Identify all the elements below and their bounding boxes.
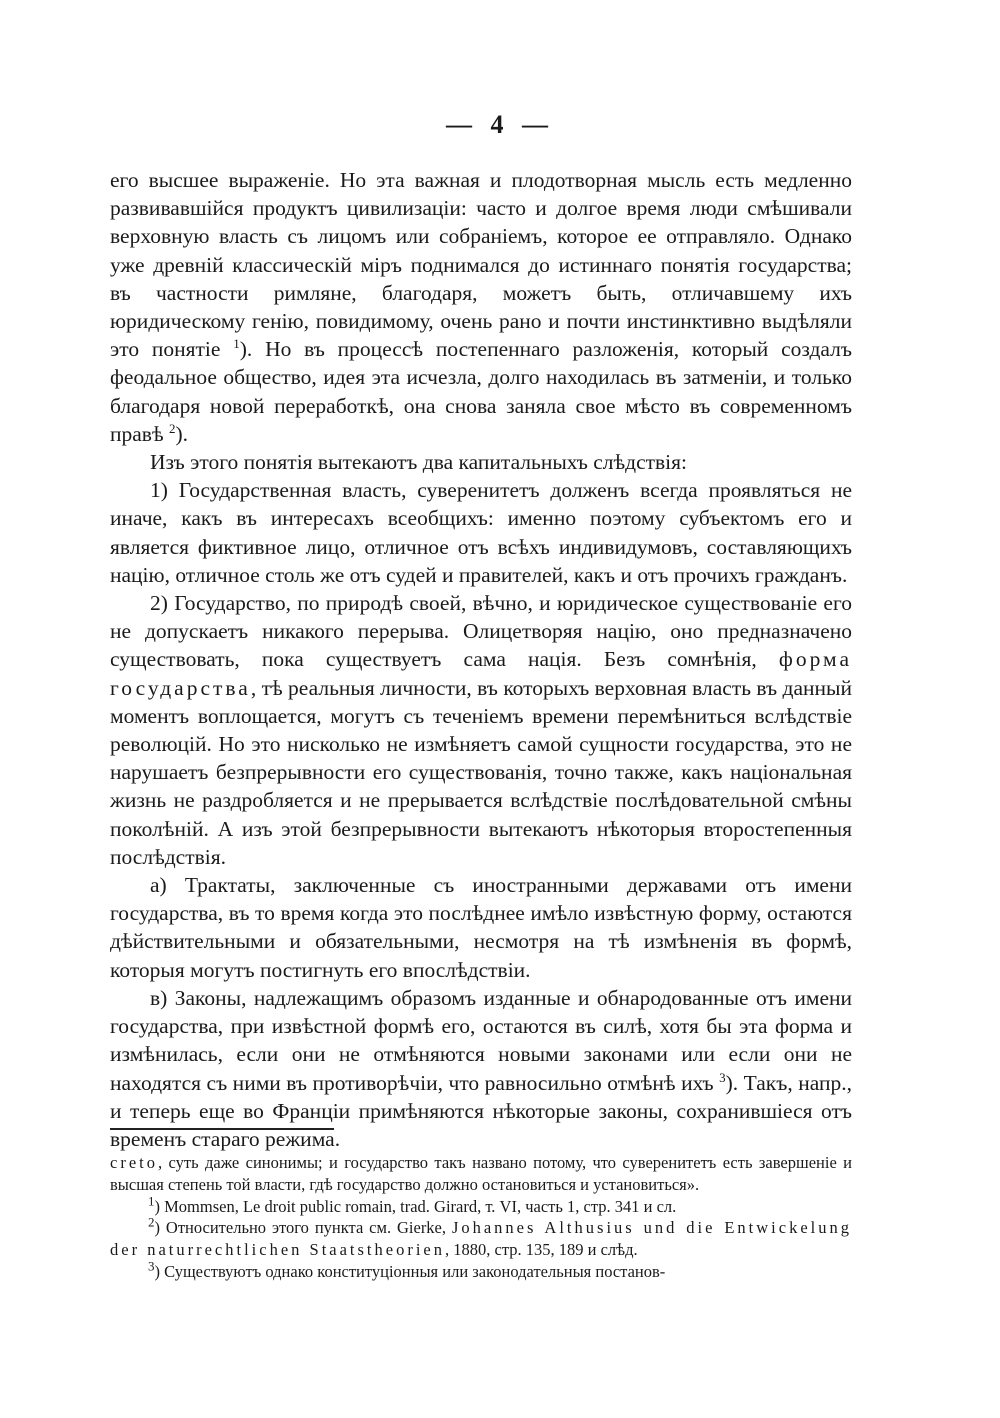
footnote-2 bbox=[110, 1214, 852, 1261]
footnote-3-text: ) Существуютъ однако конституціонныя или законодательныя постанов- bbox=[154, 1261, 666, 1281]
paragraph-1-end: ). bbox=[175, 421, 189, 446]
spaced-latin-word: creto bbox=[110, 1153, 158, 1172]
footnote-2-text: ) Относительно этого пункта см. Gierke, bbox=[154, 1218, 447, 1238]
footnote-2-tail: , 1880, стр. 135, 189 и слѣд. bbox=[445, 1240, 638, 1260]
footnote-1-mark: 1 bbox=[148, 1193, 155, 1209]
footnote-ref-3: 3 bbox=[719, 1069, 726, 1085]
page-number: — 4 — bbox=[446, 110, 554, 139]
paragraph-3: 1) Государственная власть, суверенитетъ долженъ всегда проявляться не иначе, какъ въ интересахъ всеобщихъ: именно поэтому субъектомъ его и является фиктивное лицо, отличное отъ всѣхъ индивидумовъ, составляющихъ націю, отличное столь же отъ судей и правителей, какъ и отъ прочихъ гражданъ. bbox=[110, 478, 852, 587]
paragraph-1-text: его высшее выраженіе. Но эта важная и плодотворная мысль есть медленно развивавшійся продуктъ цивилизаціи: часто и долгое время люди смѣшивали верховную власть съ лицомъ или собраніемъ, которое ее отправляло. Однако уже древній классическій міръ поднимался до истиннаго понятія государства; въ частности римляне, благодаря, можетъ быть, отличавшему ихъ юридическому генію, повидимому, очень рано и почти инстинктивно выдѣляли это понятіе bbox=[110, 168, 852, 362]
paragraph-6-text: в) Законы, надлежащимъ образомъ изданные и обнародованные отъ имени государства, при извѣстной формѣ его, остаются въ силѣ, хотя бы эта форма и измѣнилась, если они не отмѣняются новыми законами или если они не находятся съ ними въ противорѣчіи, что равносильно отмѣнѣ ихъ bbox=[110, 985, 852, 1095]
footnote-3 bbox=[110, 1258, 852, 1283]
footnote-1 bbox=[110, 1193, 852, 1218]
footnotes bbox=[110, 1152, 852, 1283]
footnote-2-mark: 2 bbox=[148, 1214, 155, 1230]
paragraph-6-continuation: ). Такъ, напр., и теперь еще во Франціи примѣняются нѣкоторые законы, сохранившіеся отъ временъ стараго режима. bbox=[110, 1070, 853, 1151]
main-text bbox=[110, 166, 852, 1153]
paragraph-4-text: 2) Государство, по природѣ своей, вѣчно, и юридическое существованіе его не допускаетъ никакого перерыва. Олицетворяя націю, оно предназначено существовать, пока существуетъ сама нація. Безъ сомнѣнія, bbox=[110, 591, 852, 672]
footnote-continuation bbox=[110, 1152, 852, 1196]
footnote-ref-2: 2 bbox=[169, 420, 176, 436]
footnote-divider bbox=[110, 1128, 334, 1130]
paragraph-5: а) Трактаты, заключенные съ иностранными державами отъ имени государства, въ то время когда это послѣднее имѣло извѣстную форму, остаются дѣйствительными и обязательными, несмотря на тѣ измѣненія въ формѣ, которыя могутъ постигнуть его впослѣдствіи. bbox=[110, 873, 852, 982]
footnote-1-text: ) Mommsen, Le droit public romain, trad. Girard, т. VI, часть 1, стр. 341 и сл. bbox=[154, 1196, 677, 1216]
paragraph-1 bbox=[110, 166, 852, 448]
paragraph-4 bbox=[110, 589, 852, 871]
paragraph-2: Изъ этого понятія вытекаютъ два капитальныхъ слѣдствія: bbox=[150, 450, 688, 475]
paragraph-4-continuation: , тѣ реальныя личности, въ которыхъ верховная власть въ данный моментъ воплощается, могутъ съ теченіемъ времени перемѣниться вслѣдствіе революцій. Но это нисколько не измѣняетъ самой сущности государства, это не нарушаетъ безпрерывности его существованія, точно также, какъ національная жизнь не раздробляется и не прерывается вслѣдствіе послѣдовательной смѣны поколѣній. А изъ этой безпрерывности вытекаютъ нѣкоторыя второстепенныя послѣдствія. bbox=[110, 675, 852, 869]
footnote-ref-1: 1 bbox=[233, 336, 240, 352]
footnote-continuation-text: , суть даже синонимы; и государство такъ названо потому, что суверенитетъ есть завершеніе и высшая степень той власти, гдѣ государство должно остановиться и установиться». bbox=[110, 1153, 852, 1194]
footnote-2-title: Johannes Althusius und die Entwickelung der naturrechtlichen Staatstheorien bbox=[110, 1218, 852, 1260]
paragraph-1-continuation: ). Но въ процессѣ постепеннаго разложенія, который создалъ феодальное общество, идея эта исчезла, долго находилась въ затменіи, и только благодаря новой переработкѣ, она снова заняла свое мѣсто въ современномъ правѣ bbox=[110, 337, 853, 446]
spaced-emphasis: форма государства bbox=[110, 647, 853, 700]
footnote-3-mark: 3 bbox=[148, 1258, 155, 1274]
